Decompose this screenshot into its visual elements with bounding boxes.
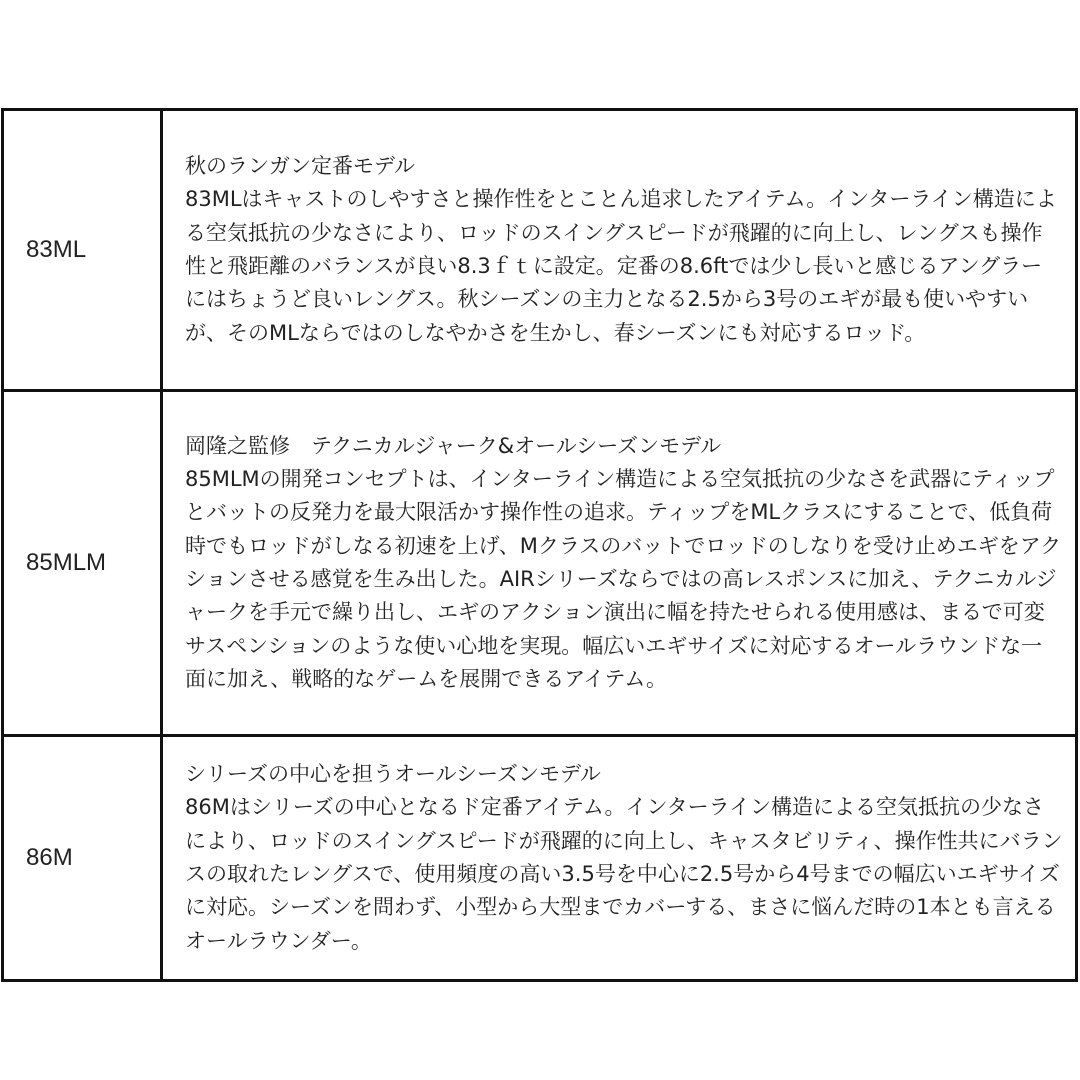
table-row <box>3 736 1077 981</box>
model-heading: 秋のランガン定番モデル <box>185 154 415 179</box>
model-description-cell <box>162 736 1077 981</box>
table-row <box>3 110 1077 391</box>
model-name-cell: 83ML <box>3 110 162 391</box>
model-description-cell <box>162 391 1077 736</box>
model-spec-table <box>1 108 1078 982</box>
model-description: 85MLMの開発コンセプトは、インターライン構造による空気抵抗の少なさを武器にティップとバットの反発力を最大限活かす操作性の追求。ティップをMLクラスにすることで、低負荷時でもロッドがしなる初速を上げ、Mクラスのバットでロッドのしなりを受け止めエギをアクションさせる感覚を生み出した。AIRシリーズならではの高レスポンスに加え、テクニカルジャークを手元で繰り出し、エギのアクション演出に幅を持たせられる使用感は、まるで可変サスペンションのような使い心地を実現。幅広いエギサイズに対応するオールラウンドな一面に加え、戦略的なゲームを展開できるアイテム。 <box>185 467 1062 691</box>
model-heading: 岡隆之監修 テクニカルジャーク&オールシーズンモデル <box>185 433 722 458</box>
model-description: 83MLはキャストのしやすさと操作性をとことん追求したアイテム。インターライン構造による空気抵抗の少なさにより、ロッドのスイングスピードが飛躍的に向上し、レングスも操作性と飛距離のバランスが良い8.3ｆｔに設定。定番の8.6ftでは少し長いと感じるアングラーにはちょうど良いレングス。秋シーズンの主力となる2.5から3号のエギが最も使いやすいが、そのMLならではのしなやかさを生かし、春シーズンにも対応するロッド。 <box>185 187 1057 345</box>
table-row <box>3 391 1077 736</box>
model-name-cell: 85MLM <box>3 391 162 736</box>
model-description: 86Mはシリーズの中心となるド定番アイテム。インターライン構造による空気抵抗の少なさにより、ロッドのスイングスピードが飛躍的に向上し、キャスタビリティ、操作性共にバランスの取れたレングスで、使用頻度の高い3.5号を中心に2.5号から4号までの幅広いエギサイズに対応。シーズンを問わず、小型から大型までカバーする、まさに悩んだ時の1本とも言えるオールラウンダー。 <box>185 795 1063 953</box>
model-heading: シリーズの中心を担うオールシーズンモデル <box>185 762 601 787</box>
model-description-cell <box>162 110 1077 391</box>
model-name-cell: 86M <box>3 736 162 981</box>
